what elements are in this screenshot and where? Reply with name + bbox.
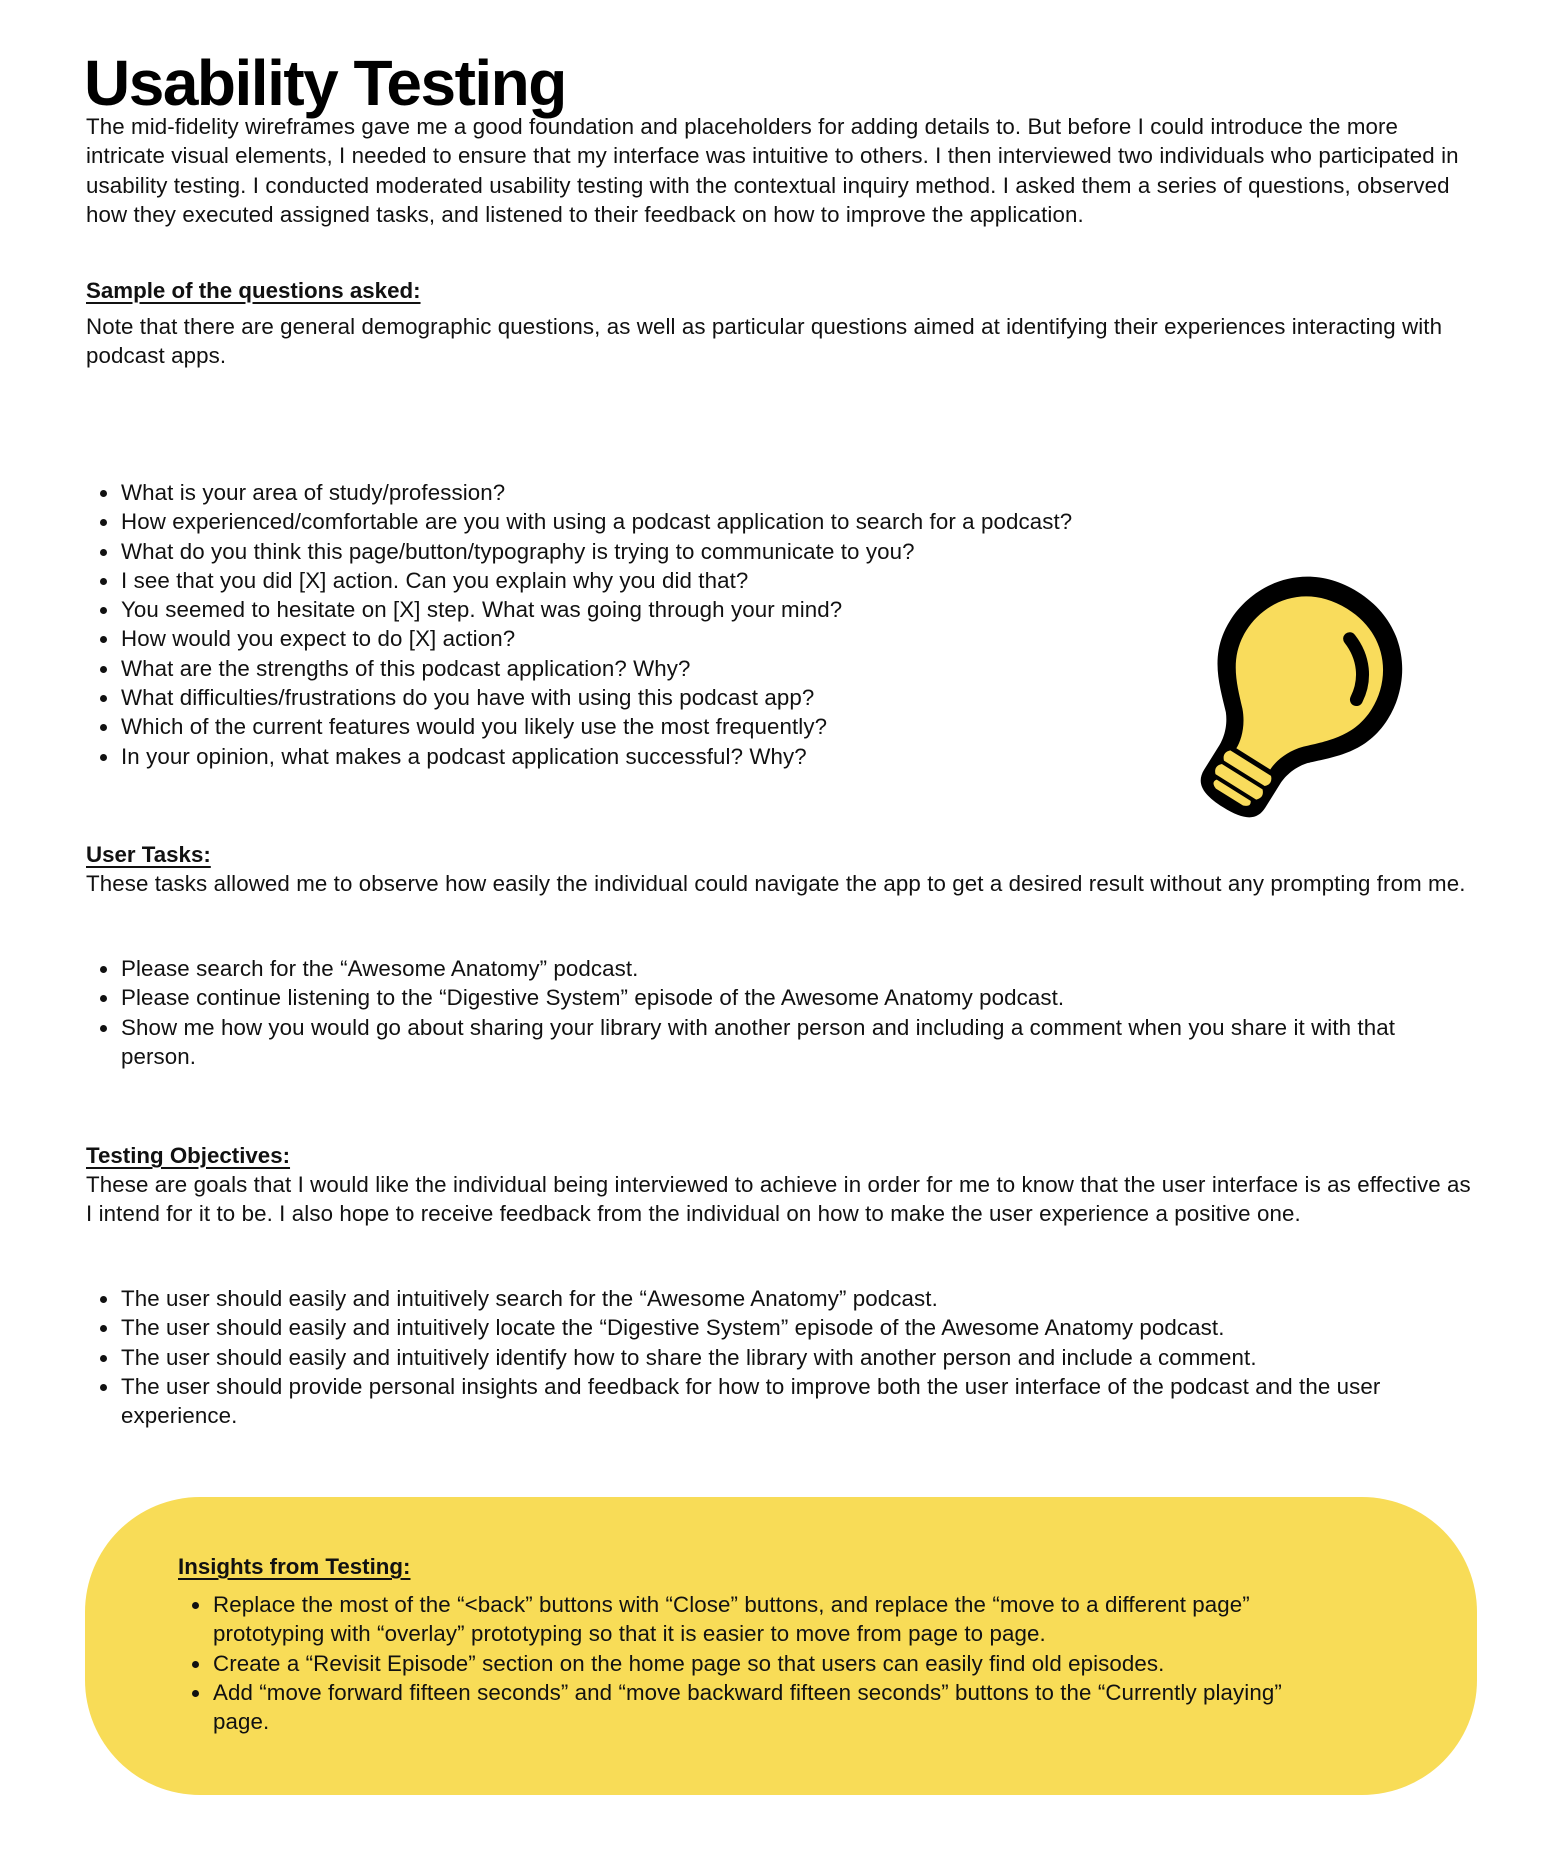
list-item: Please continue listening to the “Digestive System” episode of the Awesome Anatomy podcast. bbox=[86, 983, 1476, 1012]
list-item: Add “move forward fifteen seconds” and “move backward fifteen seconds” buttons to the “Currently playing” page. bbox=[178, 1678, 1338, 1737]
objectives-heading: Testing Objectives: bbox=[86, 1143, 291, 1168]
objectives-description: These are goals that I would like the individual being interviewed to achieve in order for me to know that the user interface is as effective as I intend for it to be. I also hope to receive feedback from the individual on how to make the user experience a positive one. bbox=[86, 1172, 1471, 1227]
user-tasks-list bbox=[86, 954, 1476, 1071]
list-item: What difficulties/frustrations do you have with using this podcast app? bbox=[86, 683, 1186, 712]
user-tasks-heading: User Tasks: bbox=[86, 842, 211, 867]
list-item: The user should easily and intuitively identify how to share the library with another person and include a comment. bbox=[86, 1343, 1476, 1372]
list-item: In your opinion, what makes a podcast application successful? Why? bbox=[86, 742, 1186, 771]
insights-list bbox=[178, 1590, 1338, 1736]
insights-heading: Insights from Testing: bbox=[178, 1554, 411, 1579]
list-item: The user should easily and intuitively search for the “Awesome Anatomy” podcast. bbox=[86, 1284, 1476, 1313]
list-item: You seemed to hesitate on [X] step. What was going through your mind? bbox=[86, 595, 1186, 624]
list-item: What are the strengths of this podcast application? Why? bbox=[86, 654, 1186, 683]
list-item: Please search for the “Awesome Anatomy” podcast. bbox=[86, 954, 1476, 983]
list-item: How experienced/comfortable are you with using a podcast application to search for a podcast? bbox=[86, 507, 1186, 536]
list-item: Create a “Revisit Episode” section on the home page so that users can easily find old episodes. bbox=[178, 1649, 1338, 1678]
list-item: The user should provide personal insights and feedback for how to improve both the user interface of the podcast and the user experience. bbox=[86, 1372, 1476, 1431]
list-item: The user should easily and intuitively locate the “Digestive System” episode of the Awesome Anatomy podcast. bbox=[86, 1313, 1476, 1342]
list-item: What is your area of study/profession? bbox=[86, 478, 1186, 507]
list-item: Which of the current features would you likely use the most frequently? bbox=[86, 712, 1186, 741]
list-item: I see that you did [X] action. Can you explain why you did that? bbox=[86, 566, 1186, 595]
list-item: Replace the most of the “<back” buttons with “Close” buttons, and replace the “move to a different page” prototyping with “overlay” prototyping so that it is easier to move from page to page. bbox=[178, 1590, 1338, 1649]
list-item: How would you expect to do [X] action? bbox=[86, 624, 1186, 653]
page-title: Usability Testing bbox=[84, 47, 566, 119]
list-item: Show me how you would go about sharing your library with another person and including a comment when you share it with that person. bbox=[86, 1013, 1476, 1072]
insights-callout bbox=[85, 1497, 1477, 1795]
user-tasks-description: These tasks allowed me to observe how easily the individual could navigate the app to get a desired result without any prompting from me. bbox=[86, 871, 1466, 896]
list-item: What do you think this page/button/typography is trying to communicate to you? bbox=[86, 537, 1186, 566]
lightbulb-icon bbox=[1180, 565, 1405, 830]
questions-heading: Sample of the questions asked: bbox=[86, 278, 421, 303]
questions-list bbox=[86, 478, 1186, 771]
questions-description: Note that there are general demographic questions, as well as particular questions aimed at identifying their experiences interacting with podcast apps. bbox=[86, 314, 1443, 369]
intro-paragraph: The mid-fidelity wireframes gave me a good foundation and placeholders for adding details to. But before I could introduce the more intricate visual elements, I needed to ensure that my interface was intuitive to others. I then interviewed two individuals who participated in usability testing. I conducted moderated usability testing with the contextual inquiry method. I asked them a series of questions, observed how they executed assigned tasks, and listened to their feedback on how to improve the application. bbox=[86, 114, 1459, 227]
objectives-list bbox=[86, 1284, 1476, 1430]
